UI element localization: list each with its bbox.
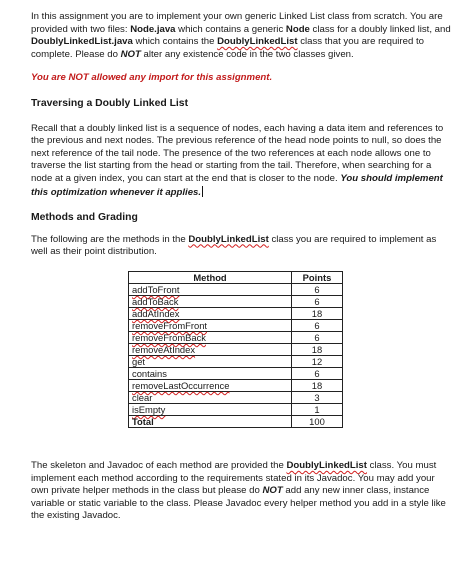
method-cell: addToFront [129, 283, 292, 295]
closing-paragraph [31, 460, 451, 523]
methods-text: The following are the methods in the [31, 233, 189, 245]
table-row [129, 319, 343, 331]
intro-text: which contains the [132, 36, 218, 48]
text-cursor [202, 186, 203, 197]
table-row [129, 403, 343, 415]
points-cell: 12 [292, 355, 343, 367]
grading-table-body [129, 283, 343, 415]
method-cell: contains [129, 367, 292, 379]
dll-class-name: DoublyLinkedList [286, 459, 367, 471]
total-points: 100 [292, 415, 343, 427]
total-label: Total [129, 415, 292, 427]
table-row [129, 391, 343, 403]
not-emphasis: NOT [120, 48, 141, 60]
traversing-text: Recall that a doubly linked list is a sequence of nodes, each having a data item and references to the previous and next nodes. The previous reference of the head node points to null, so does the next reference of the tail node. The presence of the two references at each node allows one to traverse the list starting from the head or starting from the tail. Therefore, when searching for a node at a given index, you can start at the end that is closer to the node. [31, 122, 444, 184]
intro-text: alter any existence code in the two classes given. [140, 48, 354, 60]
points-column-header: Points [292, 271, 343, 283]
points-cell: 1 [292, 403, 343, 415]
points-cell: 18 [292, 379, 343, 391]
method-cell: removeAtIndex [129, 343, 292, 355]
closing-text: class. You must implement each method according to the requirements stated in its Javadoc. You may add your own private helper methods in the class but please do [31, 459, 437, 497]
total-row [129, 415, 343, 427]
heading-methods-grading: Methods and Grading [31, 212, 138, 224]
table-row [129, 343, 343, 355]
method-cell: isEmpty [129, 403, 292, 415]
points-cell: 6 [292, 283, 343, 295]
table-row [129, 379, 343, 391]
import-warning: You are NOT allowed any import for this assignment. [31, 72, 273, 84]
not-emphasis: NOT [262, 485, 283, 497]
dll-file-name: DoublyLinkedList.java [31, 36, 133, 48]
intro-text: class for a doubly linked list, and [309, 23, 451, 35]
table-row [129, 367, 343, 379]
table-row [129, 283, 343, 295]
points-cell: 18 [292, 343, 343, 355]
method-cell: removeFromFront [129, 319, 292, 331]
method-cell: clear [129, 391, 292, 403]
method-cell: addToBack [129, 295, 292, 307]
method-cell: get [129, 355, 292, 367]
grading-table [128, 271, 343, 428]
assignment-document [31, 10, 451, 523]
methods-text: class you are required to implement as well as their point distribution. [31, 233, 437, 258]
intro-paragraph [31, 11, 451, 61]
node-class-word: Node [285, 23, 310, 35]
method-column-header: Method [129, 271, 292, 283]
intro-text: which contains a generic [175, 23, 286, 35]
method-cell: removeFromBack [129, 331, 292, 343]
table-row [129, 355, 343, 367]
heading-traversing: Traversing a Doubly Linked List [31, 97, 189, 109]
method-cell: removeLastOccurrence [129, 379, 292, 391]
table-row [129, 331, 343, 343]
points-cell: 6 [292, 367, 343, 379]
optimization-emphasis: You should implement this optimization whenever it applies. [31, 172, 443, 198]
closing-text: The skeleton and Javadoc of each method are provided the [31, 459, 287, 471]
points-cell: 6 [292, 295, 343, 307]
points-cell: 18 [292, 307, 343, 319]
table-row [129, 307, 343, 319]
node-file-name: Node.java [130, 23, 176, 35]
methods-paragraph [31, 234, 451, 259]
method-cell: addAtIndex [129, 307, 292, 319]
points-cell: 6 [292, 319, 343, 331]
intro-text: In this assignment you are to implement your own generic Linked List class from scratch. You are provided with two files: [31, 11, 443, 35]
traversing-paragraph [31, 123, 451, 200]
dll-class-name: DoublyLinkedList [217, 36, 298, 48]
table-header-row [129, 271, 343, 283]
table-row [129, 295, 343, 307]
points-cell: 6 [292, 331, 343, 343]
points-cell: 3 [292, 391, 343, 403]
closing-text: add any new inner class, instance variable or static variable to the class. Please Javadoc every helper method you add in a style like the existing Javadoc. [31, 485, 446, 522]
dll-class-name: DoublyLinkedList [188, 233, 269, 245]
intro-text: class that you are required to complete. Please do [31, 36, 424, 60]
